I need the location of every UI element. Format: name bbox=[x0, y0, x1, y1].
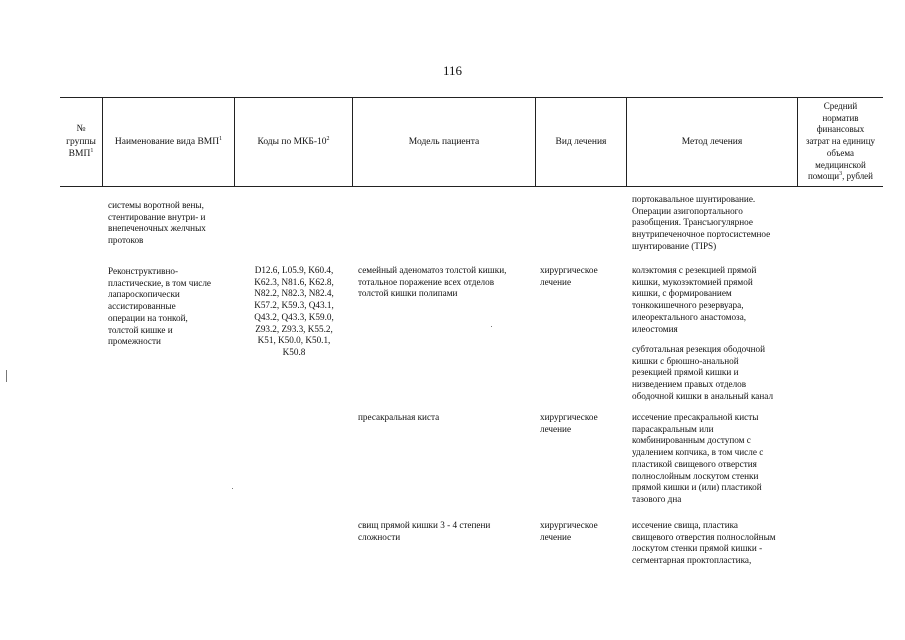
header-cost-tail: , рублей bbox=[842, 171, 873, 182]
header-mkb-codes bbox=[235, 98, 352, 186]
row3-treatment-type: хирургическое лечение bbox=[540, 412, 598, 434]
row1-method: портокавальное шунтирование. Операции азигопортального разобщения. Трансъюгулярное внутрипеченочное портосистемное шунтирование (TIPS) bbox=[632, 194, 771, 251]
scan-mark bbox=[6, 370, 7, 382]
header-group-sup: 1 bbox=[90, 148, 94, 155]
row2-treatment-type: хирургическое лечение bbox=[540, 265, 598, 287]
scan-dot bbox=[491, 326, 492, 327]
row3-method: иссечение пресакральной кисты парасакральным или комбинированным доступом с удалением копчика, в том числе с пластикой свищевого отверстия полнослойным лоскутом стенки прямой кишки и (или) пластикой тазового дна bbox=[632, 412, 764, 504]
row4-method: иссечение свища, пластика свищевого отверстия полнослойным лоскутом стенки прямой кишки - сегментарная проктопластика, bbox=[632, 520, 776, 566]
header-group-line-2: группы bbox=[66, 136, 96, 147]
header-cost-line-3: финансовых bbox=[816, 124, 865, 135]
header-mkb-codes-sup: 2 bbox=[326, 135, 330, 142]
header-treatment-type-text: Вид лечения bbox=[555, 136, 607, 147]
header-patient-model-text: Модель пациента bbox=[408, 136, 480, 147]
header-group-number bbox=[60, 98, 102, 186]
header-treatment-method bbox=[627, 98, 797, 186]
table-header bbox=[60, 97, 883, 187]
row2-mkb-codes: D12.6, L05.9, K60.4, K62.3, N81.6, K62.8, N82.2, N82.3, N82.4, K57.2, K59.3, Q43.1, Q43.2, Q43.3, K59.0, Z93.2, Z93.3, K55.2, K51, K50.0, K50.1, K50.8 bbox=[254, 265, 334, 357]
header-mkb-codes-text: Коды по МКБ-10 bbox=[257, 136, 327, 147]
page-number: 116 bbox=[442, 63, 463, 78]
header-cost-line-6: медицинской bbox=[815, 159, 866, 170]
header-cost-line-5: объема bbox=[826, 147, 855, 158]
row4-treatment-type: хирургическое лечение bbox=[540, 520, 598, 542]
header-cost-sup: 3 bbox=[839, 171, 843, 178]
row2-vmp-name: Реконструктивно- пластические, в том числе лапароскопически ассистированные операции на тонкой, толстой кишке и промежности bbox=[108, 266, 211, 347]
row3-patient-model: пресакральная киста bbox=[358, 412, 440, 422]
header-vmp-name bbox=[103, 98, 234, 186]
header-cost-line-1: Средний bbox=[823, 100, 858, 111]
header-treatment-type bbox=[536, 98, 626, 186]
scan-dot bbox=[232, 488, 233, 489]
header-vmp-name-text: Наименование вида ВМП bbox=[114, 136, 220, 147]
header-cost-line-2: норматив bbox=[822, 112, 859, 123]
row1-vmp-name: системы воротной вены, стентирование внутри- и внепеченочных желчных протоков bbox=[108, 200, 206, 246]
row4-patient-model: свищ прямой кишки 3 - 4 степени сложности bbox=[358, 520, 491, 542]
header-cost-line-4: затрат на единицу bbox=[805, 136, 876, 147]
header-group-line-1: № bbox=[76, 124, 86, 135]
row2-method-a: колэктомия с резекцией прямой кишки, мукозэктомией прямой кишки, с формированием тонкокишечного резервуара, илеоректального анастомоза, илеостомия bbox=[632, 265, 757, 334]
header-patient-model bbox=[353, 98, 535, 186]
row2-patient-model: семейный аденоматоз толстой кишки, тотальное поражение всех отделов толстой кишки полипами bbox=[358, 265, 507, 299]
header-vmp-name-sup: 1 bbox=[219, 135, 223, 142]
header-treatment-method-text: Метод лечения bbox=[681, 136, 743, 147]
header-cost bbox=[798, 98, 883, 186]
header-cost-line-7: помощи bbox=[807, 171, 840, 182]
header-group-line-3: ВМП bbox=[68, 149, 91, 160]
row2-method-b: субтотальная резекция ободочной кишки с брюшно-анальной резекцией прямой кишки и низведением правых отделов ободочной кишки в анальный канал bbox=[632, 344, 774, 401]
